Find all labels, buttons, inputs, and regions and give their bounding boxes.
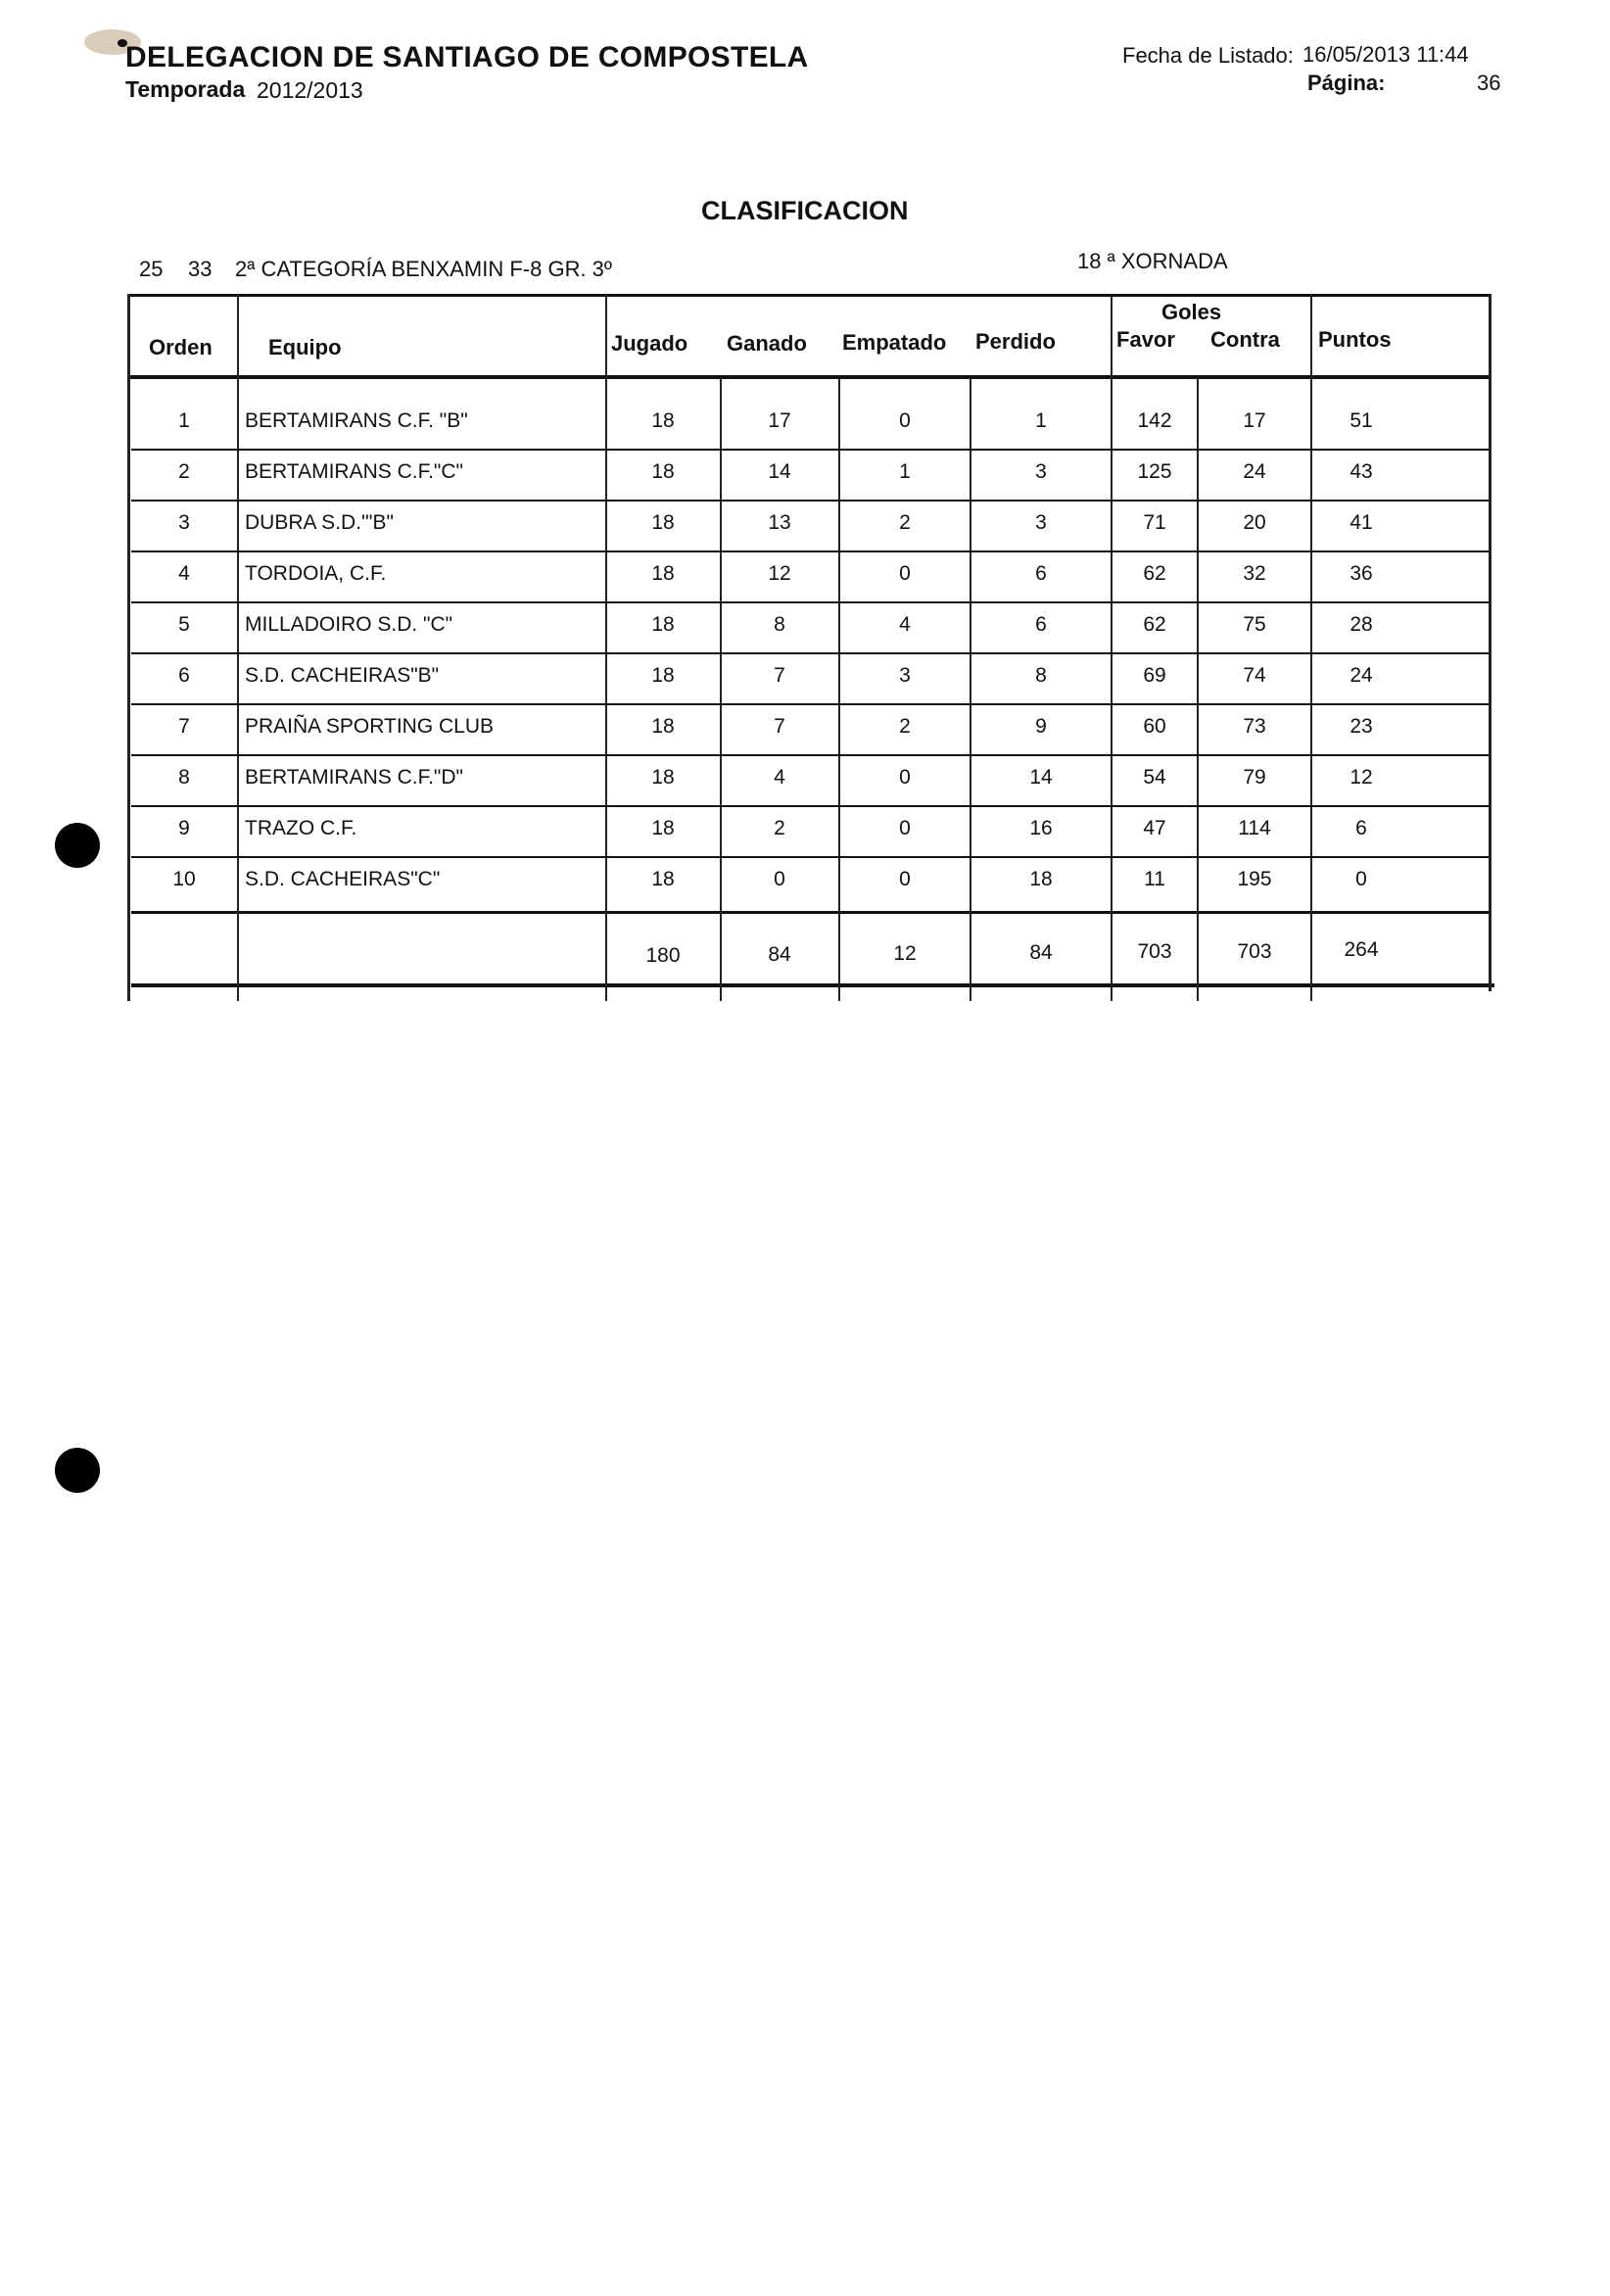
cell-favor: 54	[1143, 766, 1166, 789]
cell-empatado: 0	[899, 562, 911, 585]
table-border-top	[127, 294, 1491, 297]
table-header-divider	[127, 375, 1491, 379]
cell-perdido: 3	[1035, 511, 1047, 534]
cell-empatado: 2	[899, 715, 911, 738]
cell-ganado: 12	[768, 562, 791, 585]
cell-jugado: 18	[651, 868, 675, 890]
total-favor: 703	[1137, 940, 1172, 963]
competition-category: 2ª CATEGORÍA BENXAMIN F-8 GR. 3º	[235, 257, 612, 281]
cell-favor: 11	[1144, 868, 1165, 890]
cell-empatado: 0	[899, 868, 911, 890]
cell-favor: 47	[1143, 817, 1166, 839]
column-divider	[237, 294, 239, 1001]
column-divider	[605, 294, 607, 1001]
cell-perdido: 14	[1029, 766, 1053, 789]
cell-puntos: 6	[1355, 817, 1367, 839]
cell-contra: 20	[1243, 511, 1266, 534]
cell-contra: 32	[1243, 562, 1266, 585]
table-border-left	[127, 294, 130, 1001]
page-label: Página:	[1307, 71, 1386, 95]
cell-jugado: 18	[651, 766, 675, 789]
row-separator	[131, 805, 1489, 807]
cell-perdido: 9	[1035, 715, 1047, 738]
competition-round: 18 ª XORNADA	[1077, 249, 1228, 273]
cell-ganado: 7	[774, 715, 785, 738]
cell-perdido: 16	[1029, 817, 1053, 839]
table-border-right	[1489, 294, 1492, 991]
listing-date-value: 16/05/2013 11:44	[1302, 42, 1469, 67]
cell-puntos: 23	[1350, 715, 1373, 738]
cell-orden: 7	[178, 715, 190, 738]
cell-favor: 142	[1137, 409, 1172, 432]
cell-ganado: 8	[774, 613, 785, 636]
total-puntos: 264	[1344, 938, 1379, 961]
cell-ganado: 7	[774, 664, 785, 687]
cell-jugado: 18	[651, 817, 675, 839]
organization-title: DELEGACION DE SANTIAGO DE COMPOSTELA	[125, 41, 809, 73]
column-header-empatado: Empatado	[842, 330, 947, 355]
cell-empatado: 0	[899, 817, 911, 839]
cell-ganado: 2	[774, 817, 785, 839]
cell-orden: 10	[172, 868, 196, 890]
cell-equipo: PRAIÑA SPORTING CLUB	[245, 715, 495, 738]
cell-jugado: 18	[651, 511, 675, 534]
table-totals-divider	[131, 911, 1491, 914]
column-header-orden: Orden	[149, 335, 213, 359]
column-divider	[1310, 294, 1312, 1001]
cell-empatado: 4	[899, 613, 911, 636]
cell-favor: 69	[1143, 664, 1166, 687]
column-header-goles: Goles	[1161, 300, 1222, 324]
cell-jugado: 18	[651, 664, 675, 687]
competition-code-a: 25	[139, 257, 164, 281]
cell-favor: 60	[1143, 715, 1166, 738]
season-value: 2012/2013	[257, 77, 363, 103]
cell-ganado: 13	[768, 511, 791, 534]
cell-puntos: 43	[1350, 460, 1373, 483]
cell-contra: 74	[1243, 664, 1266, 687]
row-separator	[131, 449, 1489, 451]
cell-empatado: 1	[899, 460, 911, 483]
cell-equipo: TORDOIA, C.F.	[245, 562, 387, 585]
cell-puntos: 12	[1350, 766, 1373, 789]
cell-empatado: 0	[899, 766, 911, 789]
column-header-jugado: Jugado	[611, 331, 688, 356]
cell-jugado: 18	[651, 409, 675, 432]
cell-puntos: 51	[1350, 409, 1373, 432]
cell-perdido: 1	[1035, 409, 1047, 432]
cell-equipo: S.D. CACHEIRAS"C"	[245, 868, 441, 890]
column-header-puntos: Puntos	[1318, 327, 1392, 352]
cell-ganado: 0	[774, 868, 785, 890]
total-contra: 703	[1237, 940, 1272, 963]
cell-contra: 114	[1238, 817, 1271, 839]
season-label: Temporada	[125, 76, 246, 102]
column-header-ganado: Ganado	[727, 331, 807, 356]
cell-jugado: 18	[651, 460, 675, 483]
column-header-equipo: Equipo	[268, 335, 342, 359]
cell-perdido: 6	[1035, 562, 1047, 585]
listing-date-label: Fecha de Listado:	[1122, 43, 1294, 68]
cell-orden: 4	[178, 562, 190, 585]
total-jugado: 180	[645, 944, 681, 967]
cell-puntos: 24	[1350, 664, 1373, 687]
cell-favor: 62	[1143, 562, 1166, 585]
cell-equipo: BERTAMIRANS C.F. "B"	[245, 409, 468, 432]
cell-equipo: MILLADOIRO S.D. "C"	[245, 613, 453, 636]
cell-orden: 8	[178, 766, 190, 789]
cell-ganado: 14	[768, 460, 791, 483]
cell-ganado: 4	[774, 766, 785, 789]
row-separator	[131, 703, 1489, 705]
cell-ganado: 17	[768, 409, 791, 432]
cell-equipo: DUBRA S.D.'"B"	[245, 511, 394, 534]
punch-hole-bottom	[55, 1448, 100, 1493]
cell-perdido: 3	[1035, 460, 1047, 483]
cell-orden: 1	[178, 409, 190, 432]
cell-orden: 9	[178, 817, 190, 839]
cell-equipo: S.D. CACHEIRAS"B"	[245, 664, 440, 687]
cell-jugado: 18	[651, 562, 675, 585]
cell-empatado: 2	[899, 511, 911, 534]
row-separator	[131, 601, 1489, 603]
cell-favor: 71	[1143, 511, 1166, 534]
total-perdido: 84	[1029, 941, 1053, 964]
cell-puntos: 41	[1350, 511, 1373, 534]
cell-contra: 75	[1243, 613, 1266, 636]
cell-contra: 17	[1243, 409, 1266, 432]
column-header-favor: Favor	[1116, 327, 1175, 352]
cell-favor: 125	[1137, 460, 1172, 483]
cell-puntos: 36	[1350, 562, 1373, 585]
cell-perdido: 6	[1035, 613, 1047, 636]
cell-puntos: 28	[1350, 613, 1373, 636]
row-separator	[131, 754, 1489, 756]
cell-equipo: BERTAMIRANS C.F."C"	[245, 460, 463, 483]
row-separator	[131, 856, 1489, 858]
row-separator	[131, 500, 1489, 502]
competition-code-b: 33	[188, 257, 213, 281]
cell-jugado: 18	[651, 613, 675, 636]
cell-jugado: 18	[651, 715, 675, 738]
table-border-bottom	[131, 983, 1494, 987]
cell-perdido: 18	[1029, 868, 1053, 890]
cell-puntos: 0	[1355, 868, 1367, 890]
cell-orden: 5	[178, 613, 190, 636]
cell-contra: 195	[1237, 868, 1272, 890]
column-header-contra: Contra	[1210, 327, 1280, 352]
cell-orden: 3	[178, 511, 190, 534]
section-title: CLASIFICACION	[701, 196, 909, 225]
cell-empatado: 3	[899, 664, 911, 687]
cell-equipo: TRAZO C.F.	[245, 817, 357, 839]
total-ganado: 84	[768, 943, 791, 966]
punch-hole-top	[55, 823, 100, 868]
cell-contra: 79	[1243, 766, 1266, 789]
total-empatado: 12	[893, 942, 917, 965]
cell-empatado: 0	[899, 409, 911, 432]
page-number: 36	[1477, 71, 1501, 95]
cell-contra: 73	[1243, 715, 1266, 738]
cell-orden: 6	[178, 664, 190, 687]
row-separator	[131, 550, 1489, 552]
cell-contra: 24	[1243, 460, 1266, 483]
cell-favor: 62	[1143, 613, 1166, 636]
row-separator	[131, 652, 1489, 654]
cell-orden: 2	[178, 460, 190, 483]
cell-equipo: BERTAMIRANS C.F."D"	[245, 766, 463, 789]
column-header-perdido: Perdido	[975, 329, 1056, 354]
cell-perdido: 8	[1035, 664, 1047, 687]
column-divider	[1111, 294, 1113, 1001]
